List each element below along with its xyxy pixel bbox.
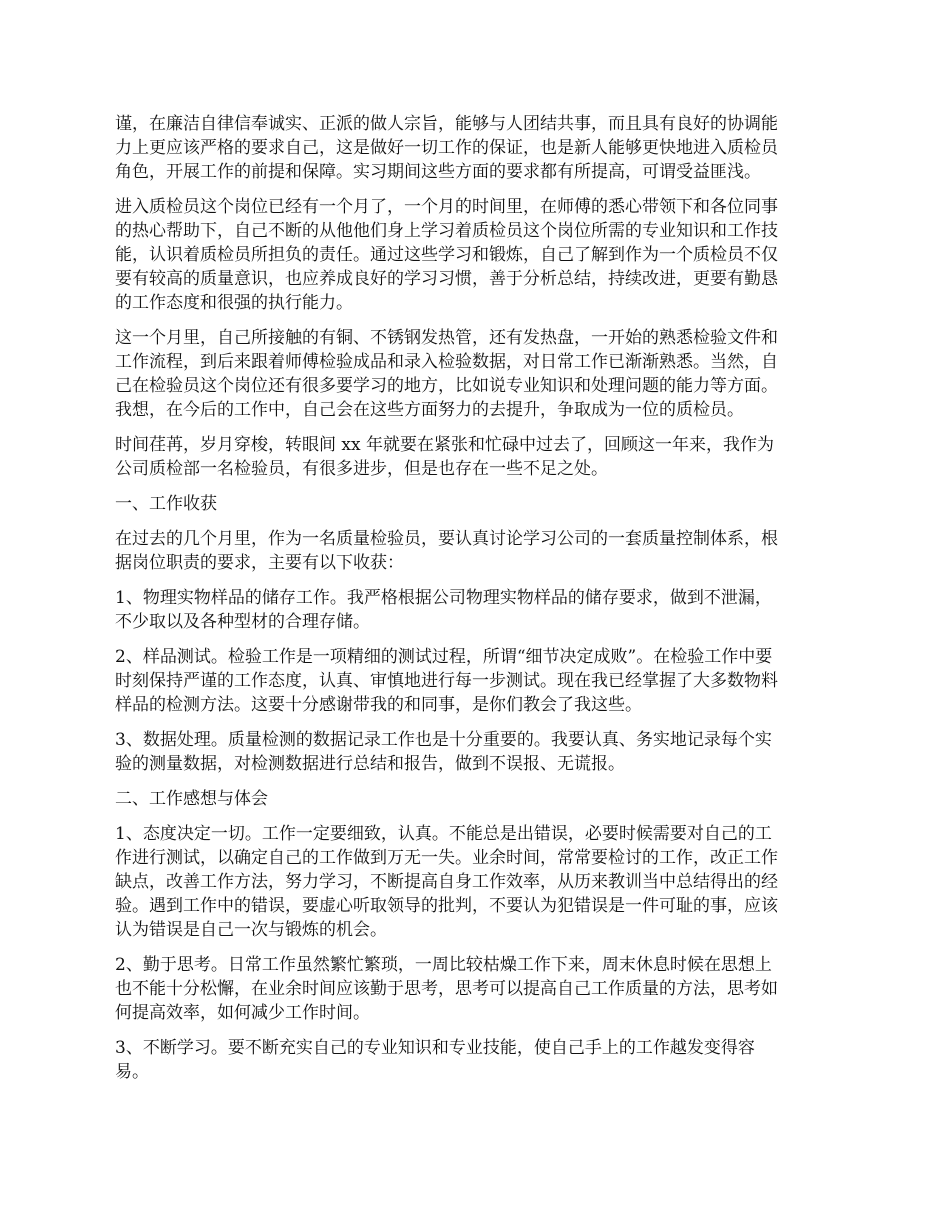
text-line: 3、数据处理。质量检测的数据记录工作也是十分重要的。我要认真、务实地记录每个实 — [115, 730, 772, 750]
paragraph-9 — [115, 728, 839, 776]
paragraph-3 — [115, 326, 839, 422]
text-line: 认为错误是自己一次与锻炼的机会。 — [115, 920, 387, 940]
paragraph-7 — [115, 586, 839, 634]
text-line: 验的测量数据，对检测数据进行总结和报告，做到不误报、无谎报。 — [115, 754, 625, 774]
text-line: 样品的检测方法。这要十分感谢带我的和同事，是你们教会了我这些。 — [115, 695, 642, 715]
text-line: 2、样品测试。检验工作是一项精细的测试过程，所谓“细节决定成败”。在检验工作中要 — [115, 647, 773, 667]
text-line: 我想，在今后的工作中，自己会在这些方面努力的去提升，争取成为一位的质检员。 — [115, 400, 744, 420]
text-line: 3、不断学习。要不断充实自己的专业知识和专业技能，使自己手上的工作越发变得容 — [115, 1038, 755, 1058]
text-line: 何提高效率，如何减少工作时间。 — [115, 1003, 370, 1023]
text-line: 在过去的几个月里，作为一名质量检验员，要认真讨论学习公司的一套质量控制体系，根 — [115, 529, 778, 549]
text-line: 作进行测试，以确定自己的工作做到万无一失。业余时间，常常要检讨的工作，改正工作 — [115, 848, 778, 868]
text-line: 谨，在廉洁自律信奉诚实、正派的做人宗旨，能够与人团结共事，而且具有良好的协调能 — [115, 114, 778, 134]
text-line: 易。 — [115, 1062, 149, 1082]
paragraph-6 — [115, 527, 839, 575]
text-line: 公司质检部一名检验员，有很多进步，但是也存在一些不足之处。 — [115, 459, 608, 479]
paragraph-13 — [115, 1036, 839, 1084]
text-line: 据岗位职责的要求，主要有以下收获： — [115, 553, 404, 573]
text-line: 时刻保持严谨的工作态度，认真、审慎地进行每一步测试。现在我已经掌握了大多数物料 — [115, 671, 778, 691]
text-line: 这一个月里，自己所接触的有铜、不锈钢发热管，还有发热盘，一开始的熟悉检验文件和 — [115, 328, 778, 348]
text-line: 能，认识着质检员所担负的责任。通过这些学习和锻炼，自己了解到作为一个质检员不仅 — [115, 245, 778, 265]
paragraph-8 — [115, 645, 839, 717]
text-line: 的热心帮助下，自己不断的从他他们身上学习着质检员这个岗位所需的专业知识和工作技 — [115, 221, 778, 241]
document-page — [115, 112, 839, 1095]
paragraph-2 — [115, 195, 839, 315]
text-line: 也不能十分松懈，在业余时间应该勤于思考，思考可以提高自己工作质量的方法，思考如 — [115, 979, 778, 999]
text-line: 1、物理实物样品的储存工作。我严格根据公司物理实物样品的储存要求，做到不泄漏， — [115, 588, 772, 608]
text-line: 角色，开展工作的前提和保障。实习期间这些方面的要求都有所提高，可谓受益匪浅。 — [115, 162, 761, 182]
section-heading-reflections — [115, 787, 839, 811]
heading-text: 二、工作感想与体会 — [115, 789, 268, 809]
section-heading-gains — [115, 492, 839, 516]
text-line: 进入质检员这个岗位已经有一个月了，一个月的时间里，在师傅的悉心带领下和各位同事 — [115, 197, 778, 217]
paragraph-11 — [115, 822, 839, 942]
text-line: 己在检验员这个岗位还有很多要学习的地方，比如说专业知识和处理问题的能力等方面。 — [115, 376, 778, 396]
text-line: 缺点，改善工作方法，努力学习，不断提高自身工作效率，从历来教训当中总结得出的经 — [115, 872, 778, 892]
text-line: 不少取以及各种型材的合理存储。 — [115, 612, 370, 632]
heading-text: 一、工作收获 — [115, 494, 217, 514]
paragraph-4 — [115, 433, 839, 481]
paragraph-12 — [115, 953, 839, 1025]
text-line: 力上更应该严格的要求自己，这是做好一切工作的保证，也是新人能够更快地进入质检员 — [115, 138, 778, 158]
text-line: 验。遇到工作中的错误，要虚心听取领导的批判，不要认为犯错误是一件可耻的事，应该 — [115, 896, 778, 916]
text-line: 时间荏苒，岁月穿梭，转眼间 xx 年就要在紧张和忙碌中过去了，回顾这一年来，我作为 — [115, 435, 774, 455]
text-line: 工作流程，到后来跟着师傅检验成品和录入检验数据，对日常工作已渐渐熟悉。当然，自 — [115, 352, 778, 372]
text-line: 1、态度决定一切。工作一定要细致，认真。不能总是出错误，必要时候需要对自己的工 — [115, 824, 772, 844]
text-line: 2、勤于思考。日常工作虽然繁忙繁琐，一周比较枯燥工作下来，周末休息时候在思想上 — [115, 955, 772, 975]
text-line: 要有较高的质量意识，也应养成良好的学习习惯，善于分析总结，持续改进，更要有勤恳 — [115, 269, 778, 289]
text-line: 的工作态度和很强的执行能力。 — [115, 293, 353, 313]
paragraph-1 — [115, 112, 839, 184]
